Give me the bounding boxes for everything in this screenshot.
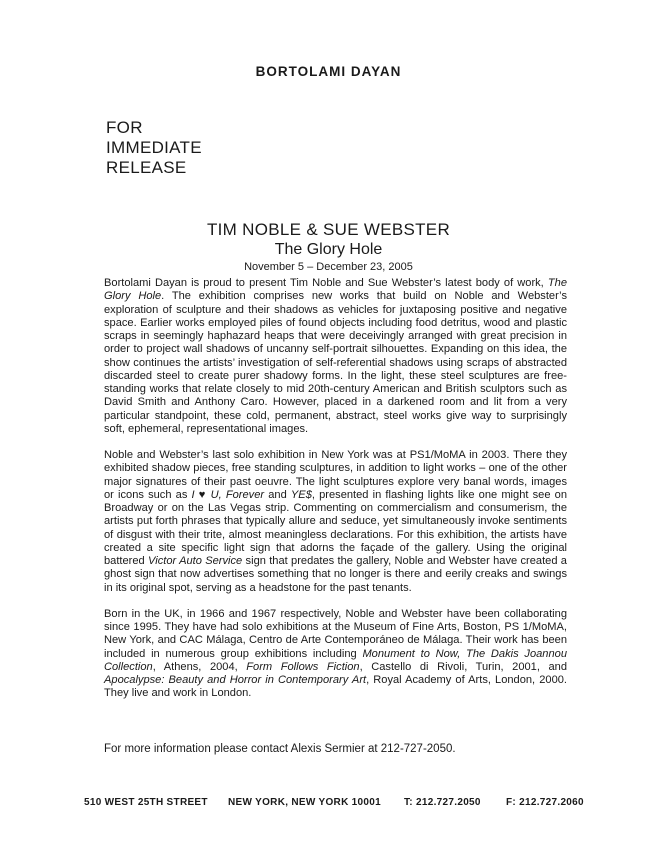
italic-text: The Glory Hole — [104, 277, 567, 303]
show-dates: November 5 – December 23, 2005 — [244, 261, 413, 273]
text-run: , Royal Academy of Arts, London, 2000. They live and work in London. — [104, 674, 567, 700]
italic-text: Form Follows Fiction — [246, 660, 360, 673]
gallery-name: BORTOLAMI DAYAN — [255, 64, 402, 79]
paragraph-biography — [104, 608, 567, 701]
release-line: FOR — [106, 118, 143, 137]
contact-info: For more information please contact Alexis Sermier at 212-727-2050. — [104, 743, 456, 755]
text-run: Bortolami Dayan is proud to present Tim Noble and Sue Webster’s latest body of work, — [104, 277, 548, 289]
italic-text: YE$ — [290, 488, 312, 501]
show-title: The Glory Hole — [274, 241, 383, 258]
release-line: RELEASE — [106, 158, 187, 177]
text-run: Noble and Webster’s last solo exhibition in New York was at PS1/MoMA in 2003. There they exhibited shadow pieces, free standing sculptures, in addition to light works – one of the other major signatures of their past oeuvre. The light sculptures explore very banal words, images or icons such as — [104, 449, 567, 501]
release-label — [106, 118, 202, 178]
italic-text: Apocalypse: Beauty and Horror in Contemporary Art — [104, 674, 367, 686]
paragraph-intro — [104, 277, 567, 436]
text-run: sign that predates the gallery, Noble and Webster have created a ghost sign that now advertises something that no longer is there and eerily creaks and swings in its original spot, serving as a headstone for the past tenants. — [104, 555, 567, 594]
italic-text: Monument to Now, The Dakis Joannou Collection — [104, 647, 567, 673]
artists-title: TIM NOBLE & SUE WEBSTER — [206, 220, 451, 239]
text-run: and — [264, 488, 291, 501]
footer-fax: F: 212.727.2060 — [506, 797, 584, 808]
footer-street: 510 WEST 25TH STREET — [84, 797, 208, 808]
title-block — [0, 220, 657, 274]
footer-phone: T: 212.727.2050 — [404, 797, 481, 808]
paragraph-past-exhibition — [104, 449, 567, 595]
text-run: , Castello di Rivoli, Turin, 2001, and — [359, 660, 567, 673]
text-run: , Athens, 2004, — [152, 660, 247, 673]
text-run: Born in the UK, in 1966 and 1967 respectively, Noble and Webster have been collaborating since 1995. They have had solo exhibitions at the Museum of Fine Arts, Boston, PS 1/MoMA, New York, and CAC Málaga, Centro de Arte Contemporáneo de Málaga. Their work has been included in numerous group exhibitions including — [104, 607, 567, 660]
footer-city: NEW YORK, NEW YORK 10001 — [228, 797, 381, 808]
text-run: . The exhibition comprises new works that build on Noble and Webster’s exploration of sculpture and their shadows as vehicles for juxtaposing positive and negative space. Earlier works employed piles of found objects including food detritus, wood and plastic scraps in seemingly haphazard heaps that were deceivingly arranged with great precision in order to project wall shadows of uncanny self-portrait silhouettes. Expanding on this idea, the show continues the artists’ investigation of self-referential shadows using scraps of abstracted discarded steel to create purer shadowy forms. In the light, these steel sculptures are free-standing works that relate closely to mid 20th-century American and British sculptors such as David Smith and Anthony Caro. However, placed in a darkened room and lit from a very particular standpoint, these cold, permanent, abstract, steel works give way to surprisingly soft, ephemeral, representational images. — [104, 290, 567, 435]
italic-text: I ♥ U, Forever — [191, 488, 265, 501]
text-run: , presented in flashing lights like one might see on Broadway or on the Las Vegas strip. Commenting on commercialism and consumerism, the artists put forth phrases that typically allure and seduce, yet simultaneously invoke sentiments of disgust with their trite, almost meaningless declarations. For this exhibition, the artists have created a site specific light sign that adorns the façade of the gallery. Using the original battered — [104, 488, 567, 567]
press-release-body — [104, 277, 567, 714]
release-line: IMMEDIATE — [106, 138, 202, 157]
italic-text: Victor Auto Service — [148, 555, 243, 567]
